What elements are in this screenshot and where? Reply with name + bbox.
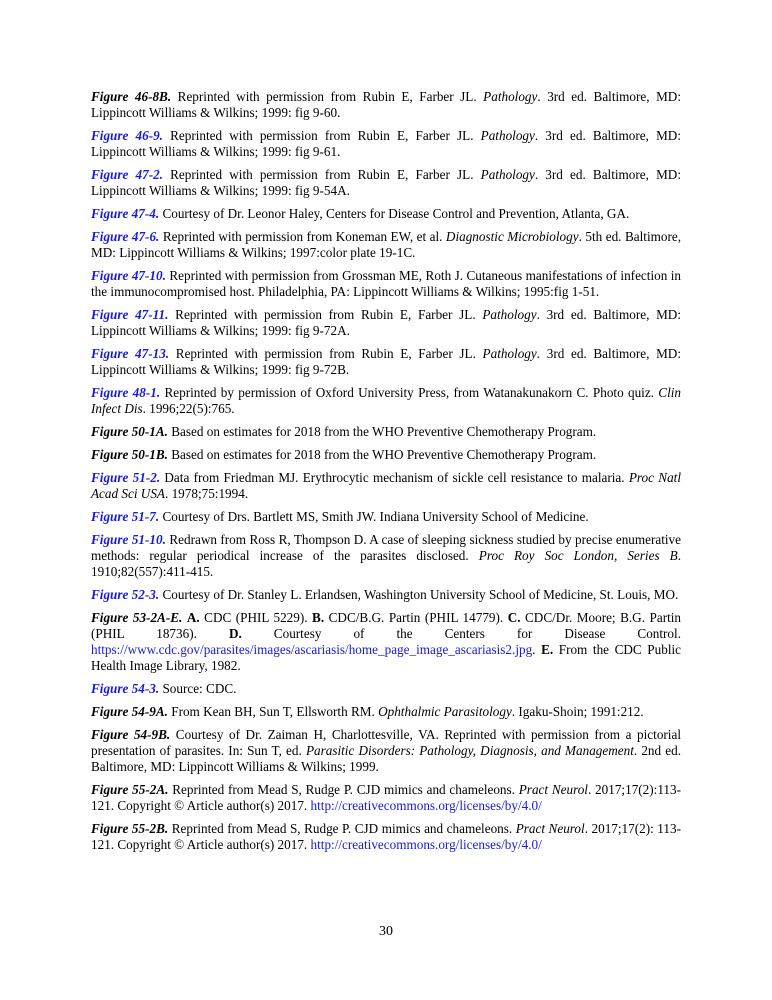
credit-text: . 5th ed. Baltimore, MD: Lippincott Williams & Wilkins; 1997:color plate 19-1C.: [91, 229, 681, 260]
credit-text: Reprinted with permission from Rubin E, Farber JL.: [169, 346, 483, 361]
credit-entry: [91, 470, 681, 502]
credit-text: . 3rd ed. Baltimore, MD: Lippincott Williams & Wilkins; 1999: fig 9-72B.: [91, 346, 681, 377]
credit-text: Data from Friedman MJ. Erythrocytic mechanism of sickle cell resistance to malaria.: [160, 470, 629, 485]
credit-text: Reprinted from Mead S, Rudge P. CJD mimics and chameleons.: [168, 821, 516, 836]
credit-text: Source: CDC.: [159, 681, 237, 696]
panel-letter: C.: [507, 610, 521, 625]
figure-label: Figure 53-2A-E.: [91, 610, 183, 625]
figure-label: Figure 54-9A.: [91, 704, 168, 719]
credit-entry: [91, 89, 681, 121]
figure-link[interactable]: Figure 47-6.: [91, 229, 160, 244]
figure-label: Figure 50-1A.: [91, 424, 168, 439]
credit-entry: [91, 447, 681, 463]
credit-entry: [91, 385, 681, 417]
figure-link[interactable]: Figure 54-3.: [91, 681, 160, 696]
credit-entry: [91, 128, 681, 160]
panel-letter: E.: [541, 642, 554, 657]
publication-title: Pathology: [482, 346, 537, 361]
credit-text: Reprinted with permission from Koneman EW, et al.: [159, 229, 446, 244]
credit-text: . Igaku-Shoin; 1991:212.: [511, 704, 644, 719]
credit-text: Based on estimates for 2018 from the WHO Preventive Chemotherapy Program.: [167, 447, 597, 462]
figure-link[interactable]: Figure 48-1.: [91, 385, 161, 400]
figure-label: Figure 46-8B.: [91, 89, 172, 104]
credit-entry: [91, 610, 681, 674]
credit-entry: [91, 307, 681, 339]
credit-text: CDC/B.G. Partin (PHIL 14779).: [324, 610, 508, 625]
url-link[interactable]: http://creativecommons.org/licenses/by/4.0/: [310, 837, 542, 852]
credit-entry: [91, 346, 681, 378]
credit-text: . 3rd ed. Baltimore, MD: Lippincott Williams & Wilkins; 1999: fig 9-54A.: [91, 167, 681, 198]
credit-text: Based on estimates for 2018 from the WHO Preventive Chemotherapy Program.: [167, 424, 597, 439]
credit-text: Reprinted with permission from Rubin E, Farber JL.: [168, 307, 483, 322]
panel-letter: D.: [228, 626, 242, 641]
figure-link[interactable]: Figure 47-10.: [91, 268, 166, 283]
publication-title: Pathology: [482, 307, 537, 322]
url-link[interactable]: https://www.cdc.gov/parasites/images/ascariasis/home_page_image_ascariasis2.jpg: [91, 642, 533, 657]
panel-letter: B.: [312, 610, 325, 625]
credit-text: . 1996;22(5):765.: [142, 401, 235, 416]
publication-title: Pract Neurol: [515, 821, 585, 836]
credit-text: Courtesy of Drs. Bartlett MS, Smith JW. Indiana University School of Medicine.: [159, 509, 589, 524]
figure-label: Figure 55-2B.: [91, 821, 169, 836]
credit-text: Reprinted by permission of Oxford University Press, from Watanakunakorn C. Photo quiz.: [160, 385, 659, 400]
credit-text: . 1910;82(557):411-415.: [91, 548, 681, 579]
credit-text: . 3rd ed. Baltimore, MD: Lippincott Williams & Wilkins; 1999: fig 9-61.: [91, 128, 681, 159]
figure-label: Figure 54-9B.: [91, 727, 171, 742]
credit-entry: [91, 424, 681, 440]
credit-text: Reprinted with permission from Rubin E, Farber JL.: [162, 167, 481, 182]
credit-text: . 1978;75:1994.: [164, 486, 249, 501]
credit-entry: [91, 206, 681, 222]
credit-text: Courtesy of Dr. Stanley L. Erlandsen, Washington University School of Medicine, St. Louis, MO.: [159, 587, 679, 602]
credit-text: Courtesy of Dr. Leonor Haley, Centers for Disease Control and Prevention, Atlanta, GA.: [159, 206, 630, 221]
credit-entry: [91, 268, 681, 300]
credit-text: Courtesy of the Centers for Disease Control.: [241, 626, 681, 641]
credit-text: . 2nd ed. Baltimore, MD: Lippincott Williams & Wilkins; 1999.: [91, 743, 682, 774]
credit-text: CDC (PHIL 5229).: [199, 610, 313, 625]
credit-text: Reprinted from Mead S, Rudge P. CJD mimics and chameleons.: [168, 782, 519, 797]
credit-text: . 3rd ed. Baltimore, MD: Lippincott Williams & Wilkins; 1999: fig 9-72A.: [91, 307, 681, 338]
credit-text: . 2017;17(2):113-121. Copyright © Article author(s) 2017.: [91, 782, 682, 813]
credit-entry: [91, 587, 681, 603]
credit-entry: [91, 727, 681, 775]
figure-link[interactable]: Figure 51-2.: [91, 470, 161, 485]
publication-title: Clin Infect Dis: [91, 385, 682, 416]
publication-title: Parasitic Disorders: Pathology, Diagnosis, and Management: [305, 743, 634, 758]
credit-text: Reprinted with permission from Grossman ME, Roth J. Cutaneous manifestations of infection in the immunocompromised host. Philadelphia, PA: Lippincott Williams & Wilkins; 1995:fig 1-51.: [91, 268, 681, 299]
figure-link[interactable]: Figure 47-13.: [91, 346, 170, 361]
page-number: 30: [379, 924, 393, 939]
credit-text: . 2017;17(2): 113-121. Copyright © Article author(s) 2017.: [91, 821, 681, 852]
credit-text: Redrawn from Ross R, Thompson D. A case of sleeping sickness studied by precise enumerative methods: regular periodical increase of the parasites disclosed.: [91, 532, 682, 563]
figure-link[interactable]: Figure 52-3.: [91, 587, 160, 602]
publication-title: Proc Roy Soc London, Series B: [478, 548, 678, 563]
credit-entry: [91, 681, 681, 697]
credit-entry: [91, 704, 681, 720]
credit-entry: [91, 509, 681, 525]
credit-text: Reprinted with permission from Rubin E, Farber JL.: [162, 128, 481, 143]
url-link[interactable]: http://creativecommons.org/licenses/by/4.0/: [310, 798, 542, 813]
credit-text: .: [532, 642, 542, 657]
credit-text: From the CDC Public Health Image Library, 1982.: [91, 642, 682, 673]
publication-title: Diagnostic Microbiology: [445, 229, 579, 244]
credit-text: Courtesy of Dr. Zaiman H, Charlottesville, VA. Reprinted with permission from a pictorial presentation of parasites. In: Sun T, ed.: [91, 727, 681, 758]
figure-link[interactable]: Figure 47-4.: [91, 206, 160, 221]
panel-letter: A.: [186, 610, 200, 625]
publication-title: Pathology: [480, 167, 535, 182]
publication-title: Pathology: [483, 89, 538, 104]
credit-text: CDC/Dr. Moore; B.G. Partin (PHIL 18736).: [91, 610, 682, 641]
credit-entry: [91, 782, 681, 814]
publication-title: Pract Neurol: [518, 782, 588, 797]
publication-title: Ophthalmic Parasitology: [378, 704, 512, 719]
figure-link[interactable]: Figure 46-9.: [91, 128, 163, 143]
figure-label: Figure 50-1B.: [91, 447, 168, 462]
credit-text: . 3rd ed. Baltimore, MD: Lippincott Williams & Wilkins; 1999: fig 9-60.: [91, 89, 681, 120]
credit-entry: [91, 532, 681, 580]
credit-text: From Kean BH, Sun T, Ellsworth RM.: [167, 704, 379, 719]
credits-list: [91, 89, 681, 860]
publication-title: Pathology: [480, 128, 535, 143]
credit-text: Reprinted with permission from Rubin E, Farber JL.: [171, 89, 484, 104]
figure-link[interactable]: Figure 51-7.: [91, 509, 160, 524]
figure-link[interactable]: Figure 51-10.: [91, 532, 166, 547]
publication-title: Proc Natl Acad Sci USA: [91, 470, 681, 501]
figure-label: Figure 55-2A.: [91, 782, 169, 797]
credit-entry: [91, 167, 681, 199]
figure-link[interactable]: Figure 47-2.: [91, 167, 163, 182]
credit-entry: [91, 821, 681, 853]
figure-link[interactable]: Figure 47-11.: [91, 307, 169, 322]
credit-entry: [91, 229, 681, 261]
